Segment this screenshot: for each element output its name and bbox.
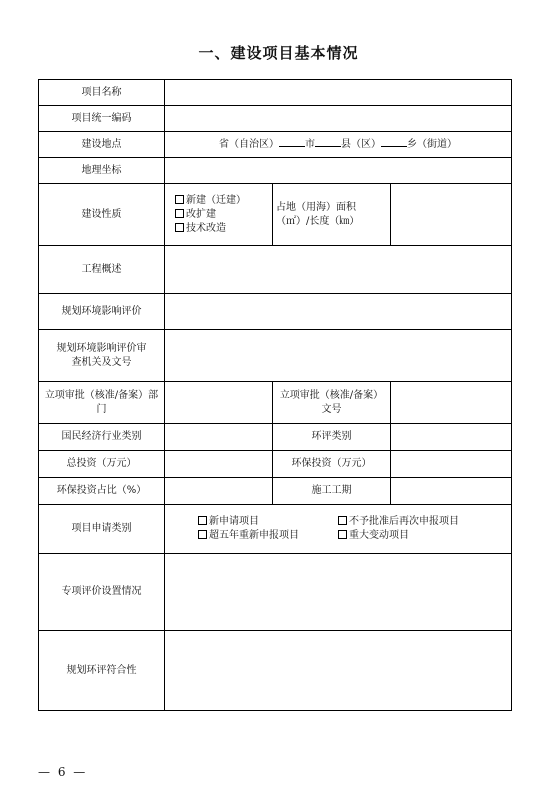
env-ratio-field[interactable] <box>165 478 273 505</box>
nature-option-new[interactable] <box>175 194 269 208</box>
row-planning-eia-authority <box>39 330 512 382</box>
checkbox-icon <box>338 530 347 539</box>
row-coordinates <box>39 158 512 184</box>
planning-compliance-field[interactable] <box>165 631 512 711</box>
eia-category-field[interactable] <box>391 424 512 451</box>
city-label: 市 <box>305 139 315 150</box>
city-blank[interactable] <box>279 137 305 147</box>
county-blank[interactable] <box>315 137 341 147</box>
checkbox-icon <box>338 516 347 525</box>
page-number: — 6 — <box>38 765 88 779</box>
location-field[interactable] <box>165 132 512 158</box>
application-option-new[interactable] <box>198 515 338 529</box>
nature-option-expand[interactable] <box>175 208 269 222</box>
location-label: 建设地点 <box>39 132 165 158</box>
special-eval-label: 专项评价设置情况 <box>39 554 165 631</box>
row-project-code <box>39 106 512 132</box>
project-code-label: 项目统一编码 <box>39 106 165 132</box>
approval-doc-label: 立项审批（核准/备案）文号 <box>273 382 391 424</box>
row-application-type <box>39 505 512 554</box>
project-code-field[interactable] <box>165 106 512 132</box>
option-label: 重大变动项目 <box>349 530 409 541</box>
nature-option-tech[interactable] <box>175 222 269 236</box>
project-name-field[interactable] <box>165 80 512 106</box>
checkbox-icon <box>175 195 184 204</box>
industry-field[interactable] <box>165 424 273 451</box>
construction-period-field[interactable] <box>391 478 512 505</box>
option-label: 新申请项目 <box>209 516 259 527</box>
project-name-label: 项目名称 <box>39 80 165 106</box>
checkbox-icon <box>175 209 184 218</box>
planning-eia-authority-field[interactable] <box>165 330 512 382</box>
overview-field[interactable] <box>165 246 512 294</box>
row-nature <box>39 184 512 246</box>
township-blank[interactable] <box>381 137 407 147</box>
application-option-resubmit[interactable] <box>338 515 488 529</box>
checkbox-icon <box>198 516 207 525</box>
row-planning-eia <box>39 294 512 330</box>
row-overview <box>39 246 512 294</box>
application-option-five-years[interactable] <box>198 529 338 543</box>
env-investment-label: 环保投资（万元） <box>273 451 391 478</box>
coordinates-label: 地理坐标 <box>39 158 165 184</box>
approval-dept-label: 立项审批（核准/备案）部门 <box>39 382 165 424</box>
planning-eia-field[interactable] <box>165 294 512 330</box>
planning-eia-label: 规划环境影响评价 <box>39 294 165 330</box>
approval-doc-field[interactable] <box>391 382 512 424</box>
area-label: 占地（用海）面积（㎡）/长度（㎞） <box>273 184 391 246</box>
row-project-name <box>39 80 512 106</box>
county-label: 县（区） <box>341 139 381 150</box>
env-ratio-label: 环保投资占比（%） <box>39 478 165 505</box>
row-approval <box>39 382 512 424</box>
row-special-eval <box>39 554 512 631</box>
application-type-options <box>165 505 512 554</box>
page-title: 一、建设项目基本情况 <box>198 44 359 62</box>
option-label: 改扩建 <box>186 208 216 220</box>
industry-label: 国民经济行业类别 <box>39 424 165 451</box>
row-planning-compliance <box>39 631 512 711</box>
project-info-table <box>38 79 512 711</box>
application-option-major-change[interactable] <box>338 529 488 543</box>
area-field[interactable] <box>391 184 512 246</box>
checkbox-icon <box>175 223 184 232</box>
eia-category-label: 环评类别 <box>273 424 391 451</box>
approval-dept-field[interactable] <box>165 382 273 424</box>
planning-eia-authority-label: 规划环境影响评价审查机关及文号 <box>39 330 165 382</box>
total-investment-field[interactable] <box>165 451 273 478</box>
application-type-label: 项目申请类别 <box>39 505 165 554</box>
option-label: 技术改造 <box>186 222 226 234</box>
option-label: 超五年重新申报项目 <box>209 530 299 541</box>
construction-period-label: 施工工期 <box>273 478 391 505</box>
township-label: 乡（街道） <box>407 139 457 150</box>
coordinates-field[interactable] <box>165 158 512 184</box>
special-eval-field[interactable] <box>165 554 512 631</box>
nature-options <box>165 184 273 246</box>
option-label: 不予批准后再次申报项目 <box>349 516 459 527</box>
checkbox-icon <box>198 530 207 539</box>
province-label: 省（自治区） <box>219 139 279 150</box>
row-industry <box>39 424 512 451</box>
nature-label: 建设性质 <box>39 184 165 246</box>
option-label: 新建（迁建） <box>186 194 246 206</box>
row-ratio <box>39 478 512 505</box>
env-investment-field[interactable] <box>391 451 512 478</box>
row-location <box>39 132 512 158</box>
row-investment <box>39 451 512 478</box>
overview-label: 工程概述 <box>39 246 165 294</box>
planning-compliance-label: 规划环评符合性 <box>39 631 165 711</box>
total-investment-label: 总投资（万元） <box>39 451 165 478</box>
